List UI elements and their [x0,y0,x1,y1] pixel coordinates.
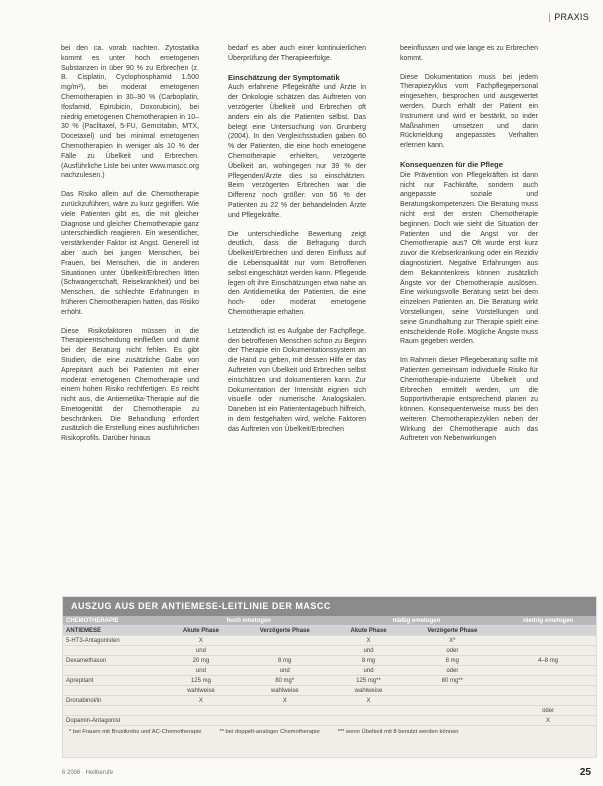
sub-header-row [63,626,596,636]
page-header [549,12,589,22]
section-heading: Einschätzung der Symptomatik [228,72,340,82]
table-cell [237,716,333,726]
section-heading: Konsequenzen für die Pflege [400,159,503,169]
page-number: 25 [579,767,591,778]
table-cell [63,666,165,676]
table-cell: und [333,666,405,676]
table-cell: Aprepitant [63,676,165,686]
table-cell [500,636,596,646]
table-cell [500,696,596,706]
paragraph: Im Rahmen dieser Pflegeberatung sollte mit Patienten gemeinsam individuelle Risiko für Chemotherapie-induzierte Übelkeit und Erbrechen ermittelt werden, um die Supportivtherapie entsprechend planen zu können. Konsequenterweise muss bei den weiteren Chemotherapiezyklen neben der Wirkung der Chemotherapie auch das Auftreten von Nebenwirkungen [400,357,538,443]
table-cell: und [165,666,237,676]
table-cell: X [500,716,596,726]
header-cell: Akute Phase [165,626,237,636]
text-column-3 [400,44,538,453]
table-row [63,636,596,646]
table-row [63,696,596,706]
table-cell: Dopamin-Antagonist [63,716,165,726]
table-cell: X [333,696,405,706]
table-cell: 8 mg [333,656,405,666]
paragraph: Die Prävention von Pflegekräften ist dann nicht nur Fachkräfte, sondern auch angepasste soziale und Beratungskompetenzen. Die Beratung muss nicht erst der ersten Chemotherapie beginnen. Doch wie sieht die Situation der Patienten und die Angst vor der Chemotherapie aus? Oft wurde erst kurz zuvor die Krebserkrankung oder ein Rezidiv diagnostiziert. Negative Erfahrungen aus dem Bekanntenkreis können zusätzlich Ängste vor der Chemotherapie auslösen. Eine wirkungsvolle Beratung setzt bei dem einzelnen Patienten an. Die Beratung wirkt Vorstellungen, seine Vorstellungen und seine Grundhaltung zur Therapie spielt eine entscheidende Rolle. Mögliche Ängste muss Raum gegeben werden. [400,171,538,346]
table-cell: oder [500,706,596,716]
header-separator: | [548,12,552,22]
paragraph: Die unterschiedliche Bewertung zeigt deutlich, dass die Befragung durch Übelkeit/Erbrechen und deren Einfluss auf die Lebensqualität nur vom Betroffenen selbst eingeschätzt werden kann. Pflegende legen oft ihre Einschätzungen etwa nahe an den Antidiemetika der Patienten, die eine hoch- oder moderat emetogene Chemotherapie erhalten. [228,230,366,316]
table-cell [63,686,165,696]
table-cell [63,646,165,656]
table-cell: Dronabinol/in [63,696,165,706]
section-label: PRAXIS [554,12,589,22]
header-cell [500,626,596,636]
guideline-box [62,596,597,758]
paragraph: Diese Dokumentation muss bei jedem Therapiezyklus vom Fachpflegepersonal eingesehen, besprochen und ausgewertet werden. Durch erhält der Patient ein Instrument und wird er bestärkt, so inder Maßnahmen umsetzen und darin Rückmeldung angepasstes Verhalten erlernen kann. [400,73,538,150]
footnote: ** bei doppelt-analoger Chemotherapie [219,729,320,735]
table-cell [500,676,596,686]
table-row [63,656,596,666]
table-cell [404,696,500,706]
footnote: *** wenn Übelkeit mit 8 benutzt werden können [337,729,459,735]
guideline-table [63,616,596,726]
paragraph: Letztendlich ist es Aufgabe der Fachpflege, den betroffenen Menschen schon zu Beginn der Therapie ein Dokumentationssystem an die Hand zu geben, mit dessen Hilfe er das Auftreten von Übelkeit und Erbrechen selbst einschätzen und dokumentieren kann. Zur Dokumentation der Intensität eignen sich visuelle oder numerische Analogskalen. Daneben ist ein Patiententagebuch hilfreich, in dem festgehalten wird, welche Faktoren das Auftreten von Übelkeit/Erbrechen [228,327,366,433]
table-row [63,706,596,716]
table-cell: und [333,646,405,656]
paragraph: Diese Risikofaktoren müssen in die Therapieentscheidung einfließen und damit bei der Beratung nicht fehlen. Es gibt Studien, die eine zusätzliche Gabe von Aprepitant auch bei Patienten mit einer moderat emetogenen Chemotherapie und einem hohen Risiko rechtfertigen. Es reicht nicht aus, die Antiemetika-Therapie auf die Emetogenität der Chemotherapie zu beschränken. Die Behandlung erfordert zusätzlich die Erstellung eines ausführlichen Risikoprofils. Darüber hinaus [61,327,199,443]
header-cell: hoch emetogen [165,616,333,626]
header-cell: CHEMOTHERAPIE [63,616,165,626]
paragraph: Auch erfahrene Pflegekräfte und Ärzte in der Onkologie schätzen das Auftreten von verzögerter Übelkeit und Erbrechen oft anders ein als die Patienten selbst. Das belegt eine Untersuchung von Grunberg (2004). In den Vergleichsstudien gaben 60 % der Patienten, die eine hoch emetogene Chemotherapie erhielten, verzögerte Übelkeit an, wohingegen nur 39 % der Pflegenden/Ärzte dies so einschätzten. Beim verzögerten Erbrechen war die Differenz noch größer: von 56 % der Patienten zu 22 % der behandelnden Ärzte und Pflegekräfte. [228,84,366,219]
table-cell: 8 mg [237,656,333,666]
table-cell [333,716,405,726]
table-cell [500,686,596,696]
table-cell: X [165,696,237,706]
table-cell: X [237,696,333,706]
header-cell: ANTIEMESE [63,626,165,636]
table-cell: 125 mg [165,676,237,686]
table-row [63,666,596,676]
table-cell: 8 mg [404,656,500,666]
table-cell [500,646,596,656]
table-cell: X [333,636,405,646]
box-title: AUSZUG AUS DER ANTIEMESE-LEITLINIE DER MASCC [63,597,596,616]
table-cell [237,646,333,656]
footnote: * bei Frauen mit Brustkrebs und AC-Chemotherapie [69,729,202,735]
table-cell: 4–8 mg [500,656,596,666]
table-row [63,646,596,656]
table-cell: 80 mg** [404,676,500,686]
table-cell: wahlweise [165,686,237,696]
text-column-2 [228,44,366,443]
header-cell: niedrig emetogen [500,616,596,626]
paragraph: beeinflussen und wie lange es zu Erbrechen kommt. [400,45,538,62]
footer-source: 6 2006 · Heilberufe [62,770,114,776]
table-cell [237,636,333,646]
table-cell: 5-HT3-Antagonisten [63,636,165,646]
table-cell: 80 mg* [237,676,333,686]
table-cell [333,706,405,716]
table-row [63,686,596,696]
table-cell: wahlweise [333,686,405,696]
table-cell: oder [404,666,500,676]
table-footnotes [63,726,596,738]
table-cell: 20 mg [165,656,237,666]
table-row [63,716,596,726]
table-row [63,676,596,686]
text-column-1 [61,44,199,453]
paragraph: bei den ca. vorab nachten. Zytostatika kommt es unter hoch emetogenen Substanzen in über 90 % zu Erbrechen (z. B. Cisplatin, Cyclophosphamid 1.500 mg/m²), bei moderat emetogenen Chemotherapien in 30–90 % (Carboplatin, Ifosfamid, Epirubicin, Doxorubicin), bei niedrig emetogenen Chemotherapien in 10–30 % (Paclitaxel, 5-FU, Gemcitabin, MTX, Docetaxel) und bei minimal emetogenen Chemotherapien in weniger als 10 % der Fälle zu Übelkeit und Erbrechen. (Ausführliche Liste bei unter www.mascc.org nachzulesen.) [61,45,199,180]
table-cell [404,716,500,726]
header-cell: Akute Phase [333,626,405,636]
table-cell: X [165,636,237,646]
table-cell [237,706,333,716]
table-cell [63,706,165,716]
group-header-row [63,616,596,626]
table-cell: und [237,666,333,676]
table-cell: X* [404,636,500,646]
table-cell: 125 mg** [333,676,405,686]
header-cell: mäßig emetogen [333,616,501,626]
paragraph: Das Risiko allein auf die Chemotherapie zurückzuführen, wäre zu kurz gegriffen. Wie viele Patienten gibt es, die mit gleicher Diagnose und gleicher Chemotherapie ganz unterschiedlich reagieren. Ein wesentlicher, verstärkender Faktor ist Angst. Generell ist aber auch bei jungen Menschen, bei Frauen, bei Menschen, die in anderen Situationen unter Übelkeit/Erbrechen litten (Schwangerschaft, Reisekrankheit) und bei Menschen, die schlechte Erfahrungen in früheren Chemotherapien hatten, das Risiko erhöht. [61,191,199,316]
table-cell [165,706,237,716]
table-cell: Dexamethason [63,656,165,666]
header-cell: Verzögerte Phase [237,626,333,636]
table-cell: wahlweise [237,686,333,696]
table-cell: und [165,646,237,656]
header-cell: Verzögerte Phase [404,626,500,636]
table-cell: oder [404,646,500,656]
table-cell [500,666,596,676]
table-cell [165,716,237,726]
table-cell [404,706,500,716]
paragraph: bedarf es aber auch einer kontinuierlichen Überprüfung der Therapieerfolge. [228,45,366,62]
table-cell [404,686,500,696]
